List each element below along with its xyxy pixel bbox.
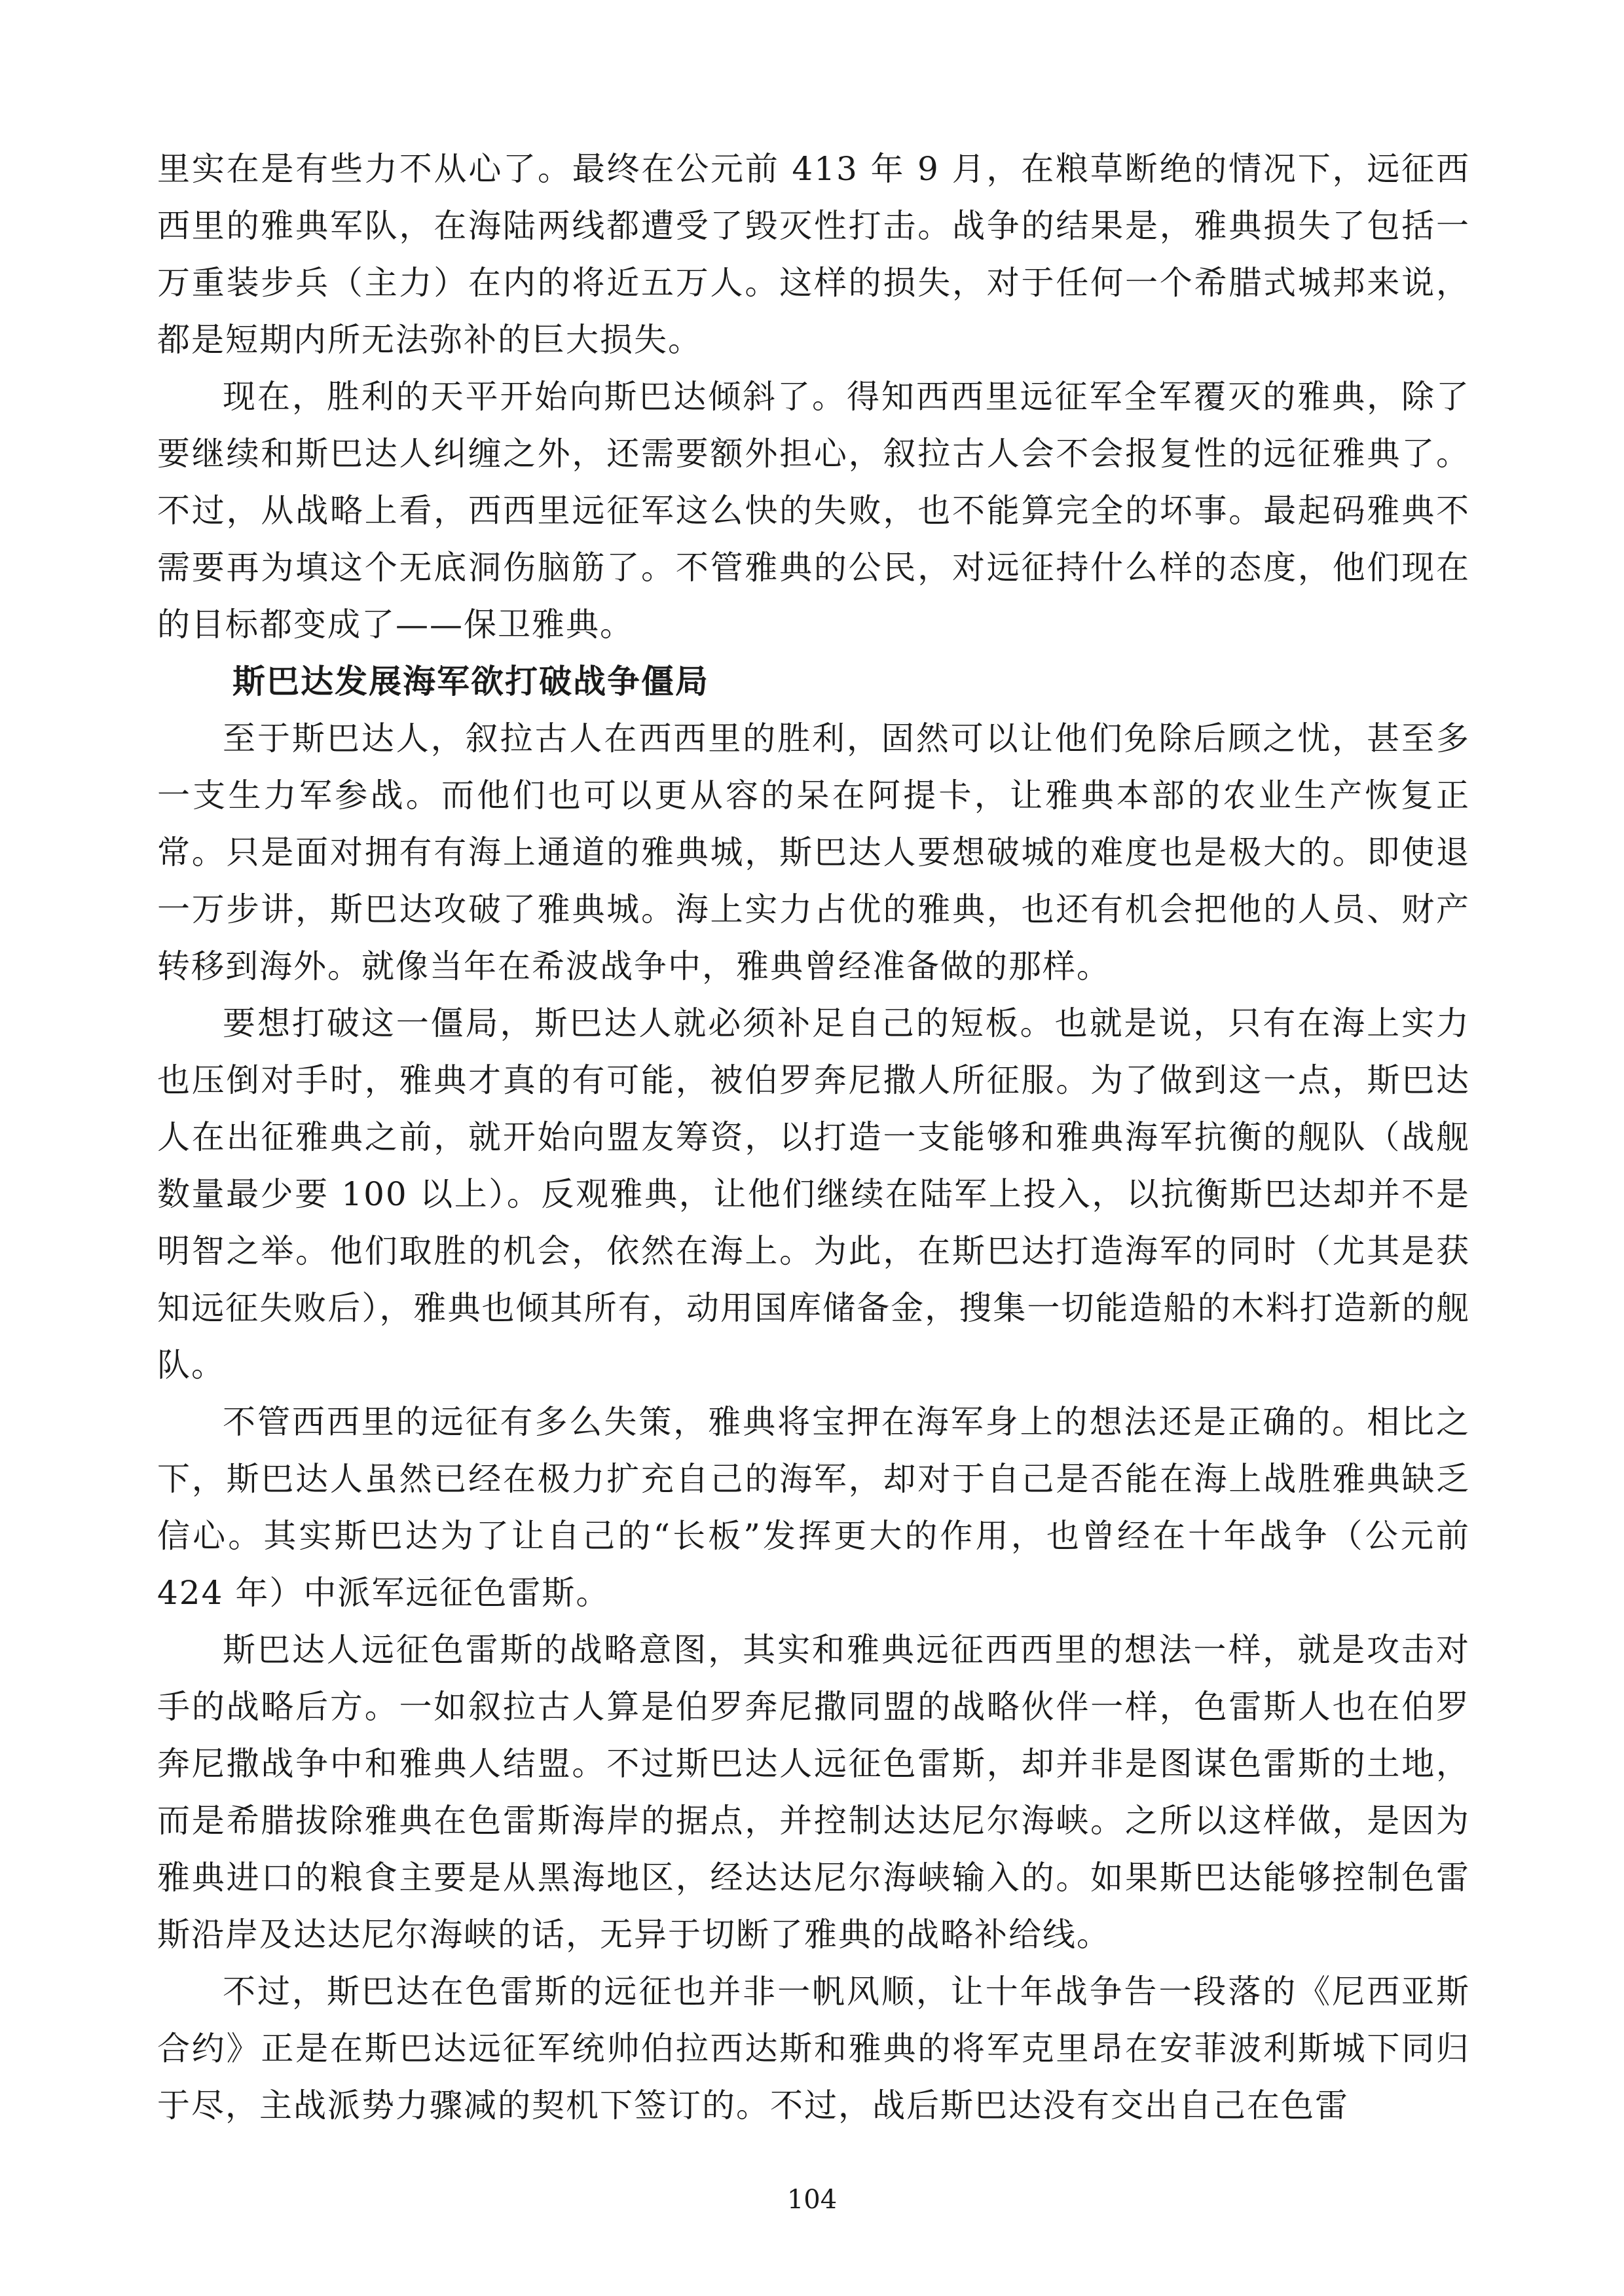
paragraph-1: 里实在是有些力不从心了。最终在公元前 413 年 9 月，在粮草断绝的情况下，远征西西里的雅典军队，在海陆两线都遭受了毁灭性打击。战争的结果是，雅典损失了包括一万重装步兵（主力）在内的将近五万人。这样的损失，对于任何一个希腊式城邦来说，都是短期内所无法弥补的巨大损失。 bbox=[157, 150, 1470, 359]
paragraph-6: 斯巴达人远征色雷斯的战略意图，其实和雅典远征西西里的想法一样，就是攻击对手的战略后方。一如叙拉古人算是伯罗奔尼撒同盟的战略伙伴一样，色雷斯人也在伯罗奔尼撒战争中和雅典人结盟。不过斯巴达人远征色雷斯，却并非是图谋色雷斯的土地，而是希腊拔除雅典在色雷斯海岸的据点，并控制达达尼尔海峡。之所以这样做，是因为雅典进口的粮食主要是从黑海地区，经达达尼尔海峡输入的。如果斯巴达能够控制色雷斯沿岸及达达尼尔海峡的话，无异于切断了雅典的战略补给线。 bbox=[157, 1631, 1470, 1954]
page-body bbox=[157, 141, 1470, 2134]
paragraph-2: 现在，胜利的天平开始向斯巴达倾斜了。得知西西里远征军全军覆灭的雅典，除了要继续和斯巴达人纠缠之外，还需要额外担心，叙拉古人会不会报复性的远征雅典了。不过，从战略上看，西西里远征军这么快的失败，也不能算完全的坏事。最起码雅典不需要再为填这个无底洞伤脑筋了。不管雅典的公民，对远征持什么样的态度，他们现在的目标都变成了——保卫雅典。 bbox=[157, 378, 1470, 644]
paragraph-4: 要想打破这一僵局，斯巴达人就必须补足自己的短板。也就是说，只有在海上实力也压倒对手时，雅典才真的有可能，被伯罗奔尼撒人所征服。为了做到这一点，斯巴达人在出征雅典之前，就开始向盟友筹资，以打造一支能够和雅典海军抗衡的舰队（战舰数量最少要 100 以上）。反观雅典，让他们继续在陆军上投入，以抗衡斯巴达却并不是明智之举。他们取胜的机会，依然在海上。为此，在斯巴达打造海军的同时（尤其是获知远征失败后），雅典也倾其所有，动用国库储备金，搜集一切能造船的木料打造新的舰队。 bbox=[157, 1004, 1470, 1384]
paragraph-3: 至于斯巴达人，叙拉古人在西西里的胜利，固然可以让他们免除后顾之忧，甚至多一支生力军参战。而他们也可以更从容的呆在阿提卡，让雅典本部的农业生产恢复正常。只是面对拥有有海上通道的雅典城，斯巴达人要想破城的难度也是极大的。即使退一万步讲，斯巴达攻破了雅典城。海上实力占优的雅典，也还有机会把他的人员、财产转移到海外。就像当年在希波战争中，雅典曾经准备做的那样。 bbox=[157, 720, 1470, 985]
page-number: 104 bbox=[786, 2185, 838, 2215]
section-heading: 斯巴达发展海军欲打破战争僵局 bbox=[232, 663, 709, 701]
paragraph-7: 不过，斯巴达在色雷斯的远征也并非一帆风顺，让十年战争告一段落的《尼西亚斯合约》正是在斯巴达远征军统帅伯拉西达斯和雅典的将军克里昂在安菲波利斯城下同归于尽，主战派势力骤减的契机下签订的。不过，战后斯巴达没有交出自己在色雷 bbox=[157, 1973, 1470, 2124]
paragraph-5: 不管西西里的远征有多么失策，雅典将宝押在海军身上的想法还是正确的。相比之下，斯巴达人虽然已经在极力扩充自己的海军，却对于自己是否能在海上战胜雅典缺乏信心。其实斯巴达为了让自己的“长板”发挥更大的作用，也曾经在十年战争（公元前 424 年）中派军远征色雷斯。 bbox=[157, 1403, 1470, 1612]
